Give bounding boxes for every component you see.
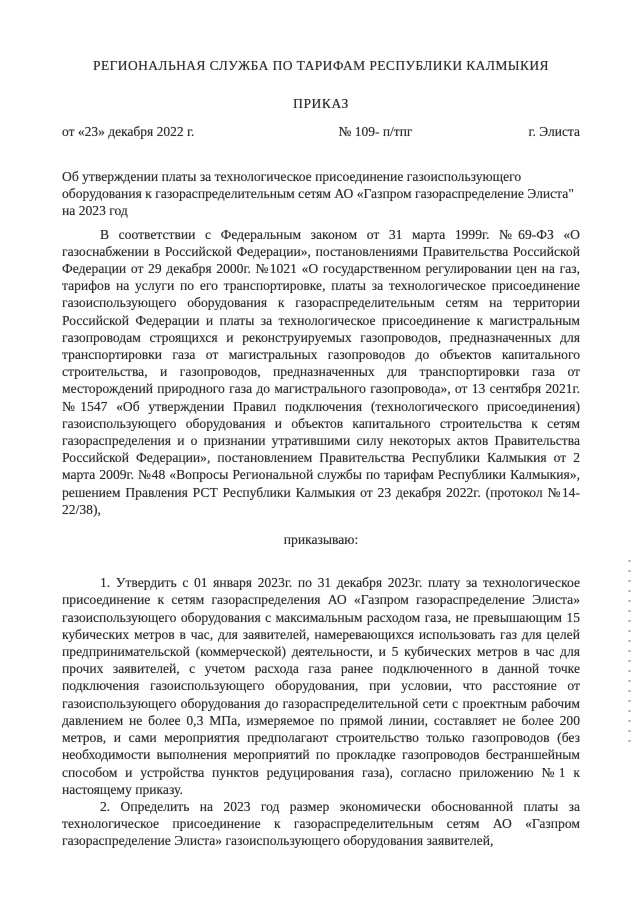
document-meta-line [62, 123, 580, 140]
organization-title: РЕГИОНАЛЬНАЯ СЛУЖБА ПО ТАРИФАМ РЕСПУБЛИКИ КАЛМЫКИЯ [93, 58, 549, 73]
order-item-2: 2. Определить на 2023 год размер экономически обоснованной платы за технологическое присоединение к газораспределительным сетям АО «Газпром газораспределение Элиста» газоиспользующего оборудования заявителей, [62, 798, 580, 849]
resolution-word: приказываю: [283, 532, 359, 548]
order-item-1: 1. Утвердить с 01 января 2023г. по 31 декабря 2023г. плату за технологическое присоединение к сетям газораспределения АО «Газпром газораспределение Элиста» газоиспользующего оборудования с максимальным расходом газа, не превышающим 15 кубических метров в час, для заявителей, намеревающихся использовать газ для целей предпринимательской (коммерческой) деятельности, и 5 кубических метров в час для прочих заявителей, с учетом расхода газа ранее подключенного в данной точке подключения газоиспользующего оборудования, при условии, что расстояние от газоиспользующего оборудования до газораспределительной сети с проектным рабочим давлением не более 0,3 МПа, измеряемое по прямой линии, составляет не более 200 метров, и сами мероприятия предполагают строительство только газопроводов (без необходимости выполнения мероприятий по прокладке газопроводов бестраншейным способом и устройства пунктов редуцирования газа), согласно приложению №1 к настоящему приказу. [62, 575, 580, 797]
document-subject: Об утверждении платы за технологическое присоединение газоиспользующего оборудования к газораспределительным сетям АО «Газпром газораспределение Элиста" на 2023 год [62, 169, 574, 219]
scan-speckles-artifact [628, 560, 631, 748]
preamble-paragraph: В соответствии с Федеральным законом от 31 марта 1999г. №69-ФЗ «О газоснабжении в Российской Федерации», постановлениями Правительства Российской Федерации от 29 декабря 2000г. №1021 «О государственном регулировании цен на газ, тарифов на услуги по его транспортировке, платы за технологическое присоединение газоиспользующего оборудования к газораспределительным сетям на территории Российской Федерации и платы за технологическое присоединение к магистральным газопроводам строящихся и реконструируемых газопроводов, предназначенных для транспортировки газа от магистральных газопроводов до объектов капитального строительства, и газопроводов, предназначенных для транспортировки газа от месторождений природного газа до магистрального газопровода», от 13 сентября 2021г. №1547 «Об утверждении Правил подключения (технологического присоединения) газоиспользующего оборудования и объектов капитального строительства к сетям газораспределения и о признании утратившими силу некоторых актов Правительства Российской Федерации», постановлением Правительства Республики Калмыкия от 2 марта 2009г. №48 «Вопросы Региональной службы по тарифам Республики Калмыкия», решением Правления РСТ Республики Калмыкия от 23 декабря 2022г. (протокол №14-22/38), [62, 226, 580, 517]
document-number: № 109- п/тпг [338, 124, 413, 139]
document-place: г. Элиста [528, 124, 580, 139]
document-type-heading: ПРИКАЗ [293, 96, 349, 111]
document-date: от «23» декабря 2022 г. [62, 124, 195, 139]
